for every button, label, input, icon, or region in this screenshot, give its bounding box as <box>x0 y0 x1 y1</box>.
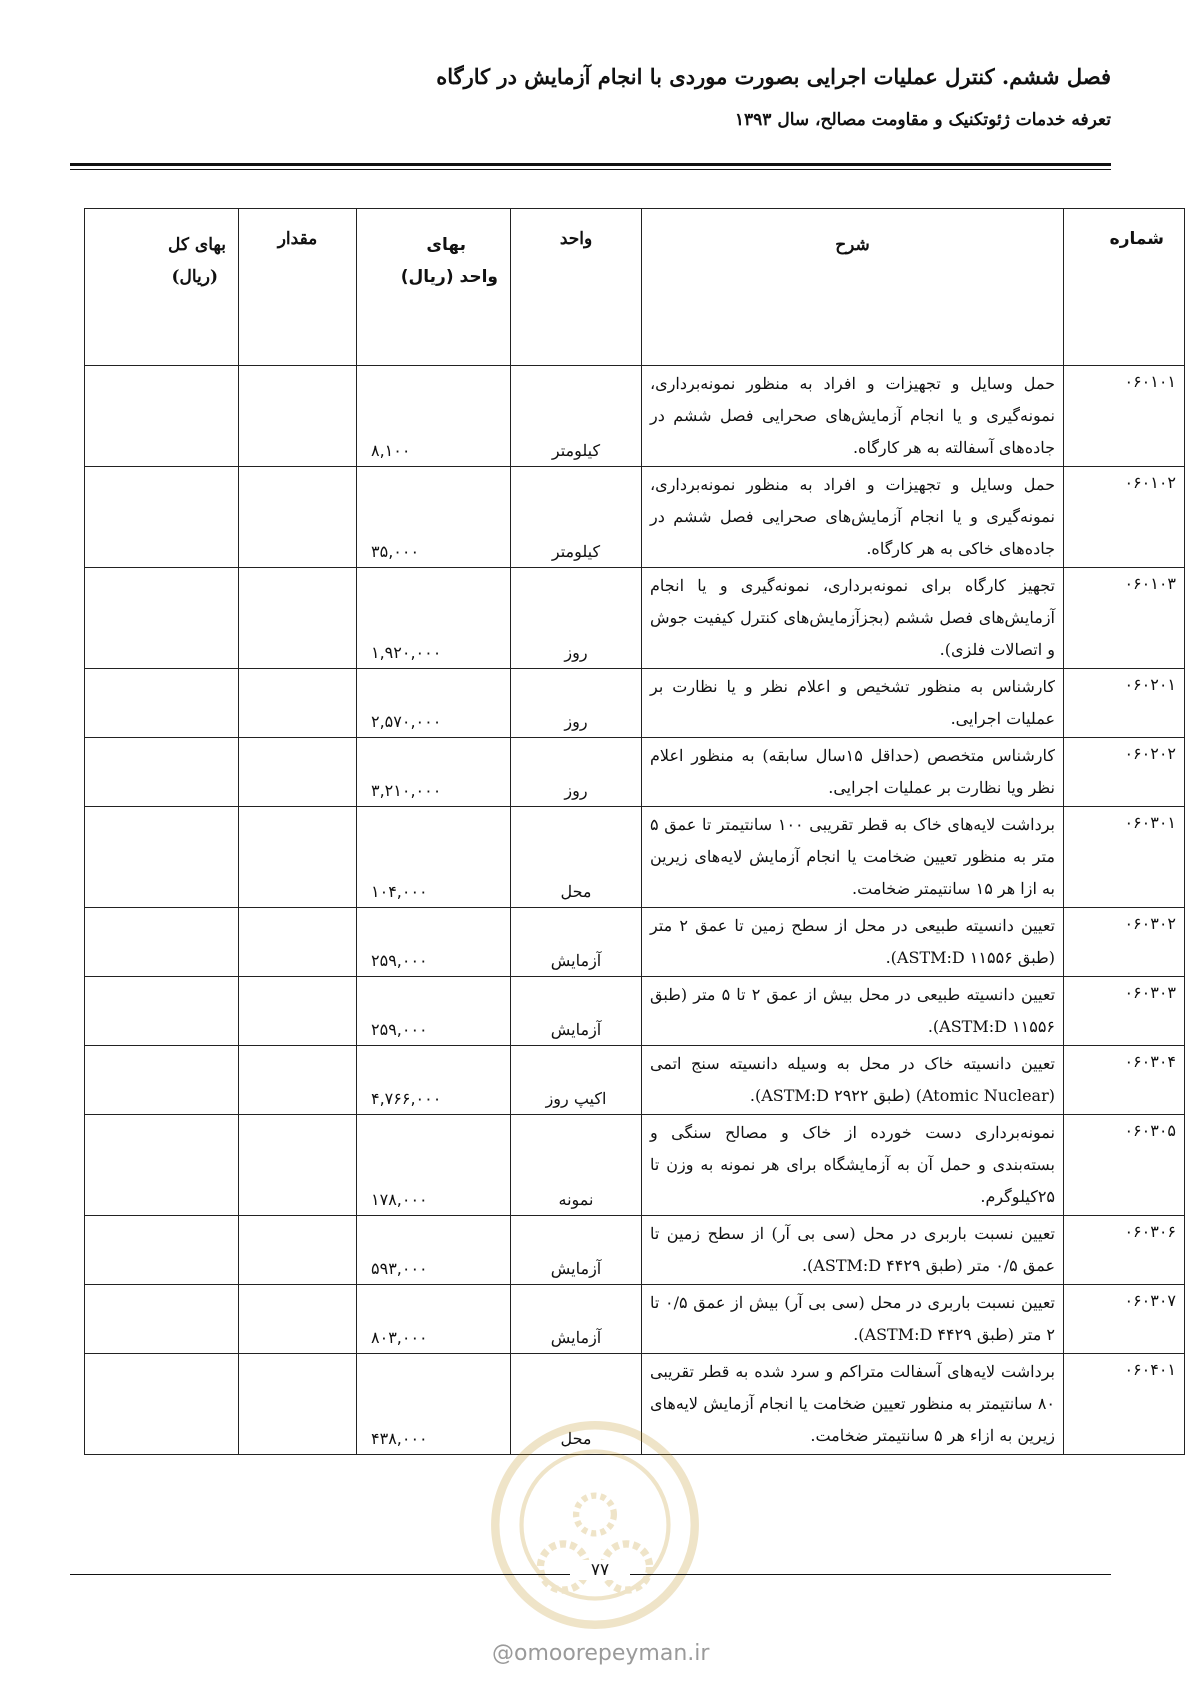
row-description: تعیین نسبت باربری در محل (سی بی آر) از سطح زمین تا عمق ۰/۵ متر (طبق ASTM:D ۴۴۲۹). <box>642 1216 1064 1285</box>
row-description: حمل وسایل و تجهیزات و افراد به منظور نمونه‌برداری، نمونه‌گیری و یا انجام آزمایش‌های صحرایی فصل ششم در جاده‌های خاکی به هر کارگاه. <box>642 467 1064 568</box>
row-unit-price: ۱۰۴,۰۰۰ <box>357 807 511 908</box>
row-quantity <box>239 807 357 908</box>
row-quantity <box>239 1285 357 1354</box>
row-quantity <box>239 1115 357 1216</box>
row-quantity <box>239 1354 357 1455</box>
document-subtitle: تعرفه خدمات ژئوتکنیک و مقاومت مصالح، سال ۱۳۹۳ <box>734 110 1111 130</box>
seal-watermark <box>490 1420 700 1630</box>
row-description: تعیین دانسیته طبیعی در محل بیش از عمق ۲ تا ۵ متر (طبق ASTM:D ۱۱۵۵۶). <box>642 977 1064 1046</box>
website-watermark: @omoorepeyman.ir <box>492 1641 710 1666</box>
row-unit: اکیپ روز <box>511 1046 642 1115</box>
row-unit-price: ۱,۹۲۰,۰۰۰ <box>357 568 511 669</box>
header-number: شماره <box>1064 209 1185 366</box>
row-unit: آزمایش <box>511 977 642 1046</box>
row-description: تعیین دانسیته طبیعی در محل از سطح زمین تا عمق ۲ متر (طبق ASTM:D ۱۱۵۵۶). <box>642 908 1064 977</box>
table-row <box>85 738 1185 807</box>
chapter-title: فصل ششم. کنترل عملیات اجرایی بصورت موردی با انجام آزمایش در کارگاه <box>436 64 1111 89</box>
row-quantity <box>239 977 357 1046</box>
table-row <box>85 669 1185 738</box>
header-rule-thin <box>70 169 1111 170</box>
row-number: ۰۶۰۳۰۵ <box>1064 1115 1185 1216</box>
row-unit: روز <box>511 738 642 807</box>
header-unit-price-line2: واحد (ریال) <box>400 267 498 287</box>
header-total-price-line1: بهای کل <box>168 235 226 255</box>
header-total-price <box>85 209 239 366</box>
row-quantity <box>239 467 357 568</box>
row-total-price <box>85 738 239 807</box>
row-unit: آزمایش <box>511 908 642 977</box>
table-row <box>85 977 1185 1046</box>
row-quantity <box>239 908 357 977</box>
row-unit: آزمایش <box>511 1216 642 1285</box>
row-number: ۰۶۰۱۰۳ <box>1064 568 1185 669</box>
table-row <box>85 366 1185 467</box>
row-unit: محل <box>511 807 642 908</box>
row-unit-price: ۳۵,۰۰۰ <box>357 467 511 568</box>
table-row <box>85 568 1185 669</box>
row-unit: آزمایش <box>511 1285 642 1354</box>
header-unit-price <box>357 209 511 366</box>
row-total-price <box>85 908 239 977</box>
row-total-price <box>85 1046 239 1115</box>
row-number: ۰۶۰۱۰۲ <box>1064 467 1185 568</box>
price-table <box>84 208 1185 1455</box>
row-quantity <box>239 669 357 738</box>
row-description: نمونه‌برداری دست خورده از خاک و مصالح سنگی و بسته‌بندی و حمل آن به آزمایشگاه برای هر نمونه به وزن تا ۲۵کیلوگرم. <box>642 1115 1064 1216</box>
row-number: ۰۶۰۲۰۲ <box>1064 738 1185 807</box>
row-unit: محل <box>511 1354 642 1455</box>
row-unit-price: ۵۹۳,۰۰۰ <box>357 1216 511 1285</box>
table-row <box>85 1285 1185 1354</box>
page-number: ۷۷ <box>570 1560 630 1580</box>
row-description: برداشت لایه‌های آسفالت متراکم و سرد شده به قطر تقریبی ۸۰ سانتیمتر به منظور تعیین ضخامت یا انجام آزمایش لایه‌های زیرین به ازاء هر ۵ سانتیمتر ضخامت. <box>642 1354 1064 1455</box>
row-number: ۰۶۰۳۰۳ <box>1064 977 1185 1046</box>
row-number: ۰۶۰۳۰۴ <box>1064 1046 1185 1115</box>
row-number: ۰۶۰۳۰۷ <box>1064 1285 1185 1354</box>
row-number: ۰۶۰۳۰۲ <box>1064 908 1185 977</box>
row-unit: کیلومتر <box>511 366 642 467</box>
table-row <box>85 908 1185 977</box>
header-description: شرح <box>642 209 1064 366</box>
row-unit-price: ۱۷۸,۰۰۰ <box>357 1115 511 1216</box>
table-row <box>85 467 1185 568</box>
table-row <box>85 1046 1185 1115</box>
header-quantity: مقدار <box>239 209 357 366</box>
table-header-row <box>85 209 1185 366</box>
table-row <box>85 807 1185 908</box>
row-unit-price: ۴۳۸,۰۰۰ <box>357 1354 511 1455</box>
row-description: تجهیز کارگاه برای نمونه‌برداری، نمونه‌گیری و یا انجام آزمایش‌های فصل ششم (بجزآزمایش‌های کنترل کیفیت جوش و اتصالات فلزی). <box>642 568 1064 669</box>
row-description: کارشناس متخصص (حداقل ۱۵سال سابقه) به منظور اعلام نظر ویا نظارت بر عملیات اجرایی. <box>642 738 1064 807</box>
row-unit: کیلومتر <box>511 467 642 568</box>
row-total-price <box>85 1216 239 1285</box>
row-number: ۰۶۰۳۰۶ <box>1064 1216 1185 1285</box>
header-unit: واحد <box>511 209 642 366</box>
row-total-price <box>85 1354 239 1455</box>
row-total-price <box>85 1285 239 1354</box>
row-unit-price: ۸۰۳,۰۰۰ <box>357 1285 511 1354</box>
row-description: حمل وسایل و تجهیزات و افراد به منظور نمونه‌برداری، نمونه‌گیری و یا انجام آزمایش‌های صحرایی فصل ششم در جاده‌های آسفالته به هر کارگاه. <box>642 366 1064 467</box>
row-total-price <box>85 669 239 738</box>
row-unit: روز <box>511 568 642 669</box>
row-unit-price: ۲۵۹,۰۰۰ <box>357 977 511 1046</box>
row-quantity <box>239 366 357 467</box>
row-number: ۰۶۰۲۰۱ <box>1064 669 1185 738</box>
row-unit: روز <box>511 669 642 738</box>
row-total-price <box>85 1115 239 1216</box>
header-rule <box>70 163 1111 166</box>
row-unit-price: ۸,۱۰۰ <box>357 366 511 467</box>
header-total-price-line2: (ریال) <box>171 267 218 287</box>
row-description: تعیین دانسیته خاک در محل به وسیله دانسیته سنج اتمی (Atomic Nuclear) (طبق ASTM:D ۲۹۲۲). <box>642 1046 1064 1115</box>
row-total-price <box>85 366 239 467</box>
row-unit-price: ۳,۲۱۰,۰۰۰ <box>357 738 511 807</box>
header-unit-price-line1: بهای <box>426 235 466 255</box>
row-quantity <box>239 568 357 669</box>
row-total-price <box>85 467 239 568</box>
row-total-price <box>85 807 239 908</box>
row-quantity <box>239 1216 357 1285</box>
row-total-price <box>85 568 239 669</box>
table-row <box>85 1115 1185 1216</box>
row-total-price <box>85 977 239 1046</box>
row-description: کارشناس به منظور تشخیص و اعلام نظر و یا نظارت بر عملیات اجرایی. <box>642 669 1064 738</box>
row-unit-price: ۲,۵۷۰,۰۰۰ <box>357 669 511 738</box>
row-description: تعیین نسبت باربری در محل (سی بی آر) بیش از عمق ۰/۵ تا ۲ متر (طبق ASTM:D ۴۴۲۹). <box>642 1285 1064 1354</box>
row-number: ۰۶۰۴۰۱ <box>1064 1354 1185 1455</box>
row-quantity <box>239 1046 357 1115</box>
row-number: ۰۶۰۳۰۱ <box>1064 807 1185 908</box>
row-unit-price: ۴,۷۶۶,۰۰۰ <box>357 1046 511 1115</box>
row-description: برداشت لایه‌های خاک به قطر تقریبی ۱۰۰ سانتیمتر تا عمق ۵ متر به منظور تعیین ضخامت یا انجام آزمایش لایه‌های زیرین به ازا هر ۱۵ سانتیمتر ضخامت. <box>642 807 1064 908</box>
row-unit: نمونه <box>511 1115 642 1216</box>
row-quantity <box>239 738 357 807</box>
row-number: ۰۶۰۱۰۱ <box>1064 366 1185 467</box>
row-unit-price: ۲۵۹,۰۰۰ <box>357 908 511 977</box>
table-row <box>85 1216 1185 1285</box>
